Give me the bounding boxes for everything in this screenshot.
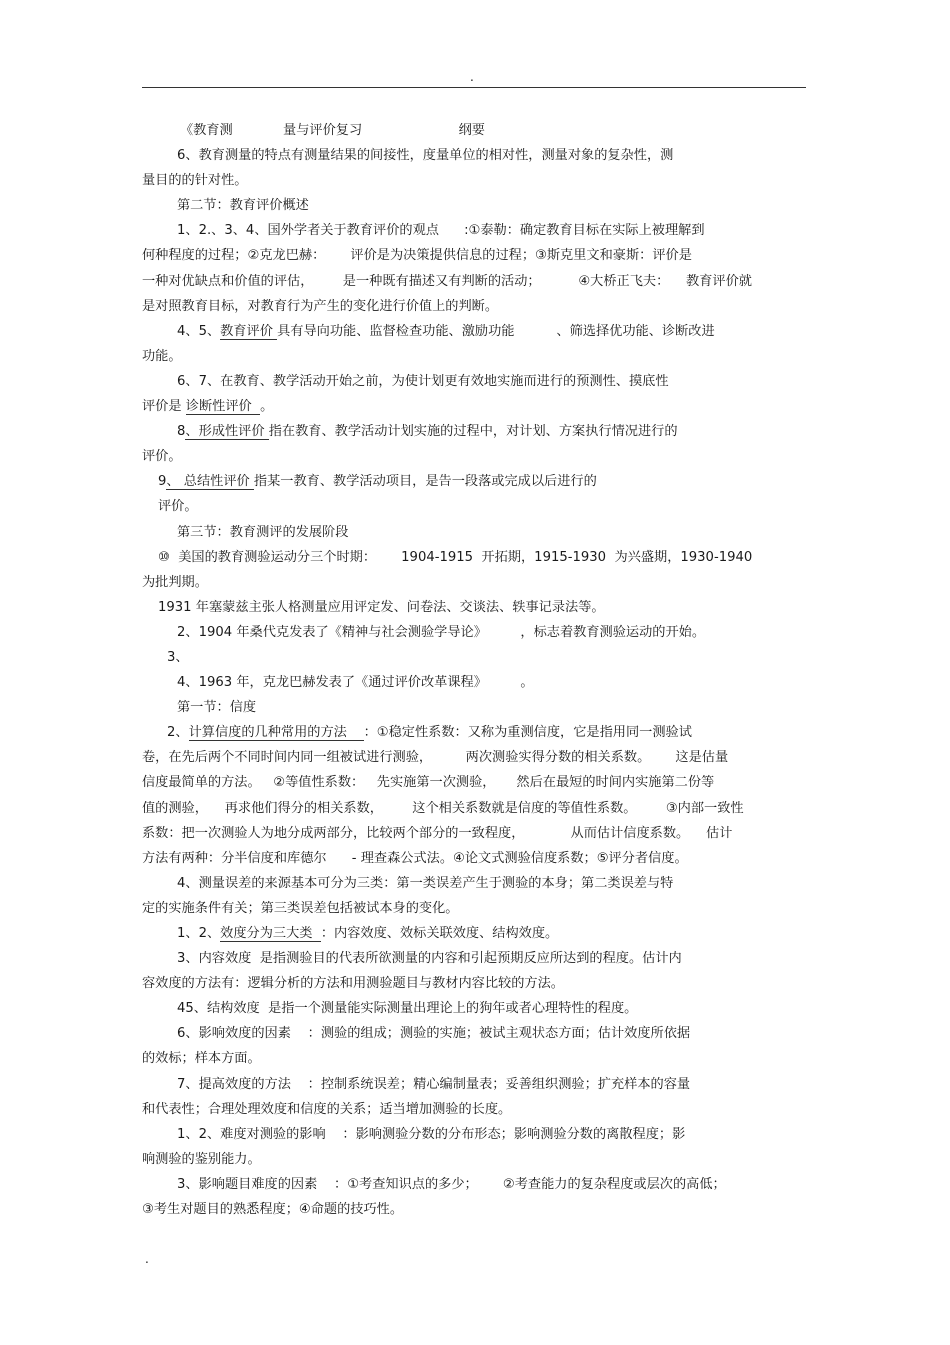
text-line — [142, 971, 807, 996]
text-line — [142, 670, 807, 695]
text-segment: 1、2.、3、4、国外学者关于教育评价的观点 :①泰勒：确定教育目标在实际上被理解到 — [177, 223, 705, 239]
text-segment: 是对照教育目标，对教育行为产生的变化进行价值上的判断。 — [142, 298, 499, 314]
text-segment: 为批判期。 — [142, 574, 208, 590]
underlined-term: 教育评价 — [220, 323, 278, 339]
text-line — [142, 218, 807, 243]
text-line — [142, 1097, 807, 1122]
underlined-term: 效度分为三大类 — [220, 926, 321, 941]
text-line — [142, 946, 807, 971]
text-segment: 评价。 — [158, 499, 198, 515]
text-segment: 方法有两种：分半信度和库德尔 - 理查森公式法。④论文式测验信度系数；⑤评分者信度。 — [142, 850, 688, 866]
header-rule — [142, 87, 806, 88]
text-segment: 7、提高效度的方法 ：控制系统误差；精心编制量表；妥善组织测验；扩充样本的容量 — [177, 1076, 691, 1092]
text-line — [142, 796, 807, 821]
text-line — [142, 1046, 807, 1071]
text-line — [142, 1122, 807, 1147]
text-segment: 卷，在先后两个不同时间内同一组被试进行测验， 两次测验实得分数的相关系数。 这是估量 — [142, 750, 729, 766]
document-body — [142, 118, 807, 1222]
text-segment: 1、2、 — [177, 926, 221, 941]
text-line — [142, 444, 807, 469]
text-line — [142, 921, 807, 946]
text-segment: 功能。 — [142, 348, 182, 364]
underlined-term: 计算信度的几种常用的方法 — [188, 725, 364, 741]
text-line — [142, 118, 807, 143]
text-segment: 第二节：教育评价概述 — [177, 198, 309, 214]
text-segment: 第三节：教育测评的发展阶段 — [177, 524, 349, 540]
text-segment: 1、2、难度对测验的影响 ：影响测验分数的分布形态；影响测验分数的离散程度；影 — [177, 1126, 686, 1142]
text-segment: 。 — [260, 399, 274, 415]
text-segment: 9 — [158, 474, 167, 490]
text-segment: 4、5、 — [177, 323, 221, 339]
text-segment: 45、结构效度 是指一个测量能实际测量出理论上的狗年或者心理特性的程度。 — [177, 1001, 638, 1017]
text-segment: 第一节：信度 — [177, 700, 257, 716]
header-mark: . — [470, 70, 474, 84]
text-segment: 一种对优缺点和价值的评估， 是一种既有描述又有判断的活动； ④大桥正飞夫： 教育评价就 — [142, 273, 752, 289]
text-segment: 响测验的鉴别能力。 — [142, 1151, 261, 1167]
text-line — [142, 520, 807, 545]
text-segment: 容效度的方法有：逻辑分析的方法和用测验题目与教材内容比较的方法。 — [142, 976, 564, 992]
text-line — [142, 770, 807, 795]
text-line — [142, 193, 807, 218]
text-segment: 6、7、在教育、教学活动开始之前，为使计划更有效地实施而进行的预测性、摸底性 — [177, 373, 669, 389]
text-segment: 定的实施条件有关；第三类误差包括被试本身的变化。 — [142, 900, 459, 916]
text-segment: 的效标；样本方面。 — [142, 1051, 261, 1067]
text-segment: 3、 — [167, 649, 189, 665]
text-line — [142, 720, 807, 745]
text-line — [142, 595, 807, 620]
text-segment: ：①稳定性系数：又称为重测信度，它是指用同一测验试 — [363, 725, 692, 741]
text-line — [142, 243, 807, 268]
text-line — [142, 494, 807, 519]
text-line — [142, 269, 807, 294]
text-line — [142, 821, 807, 846]
text-segment: 6、教育测量的特点有测量结果的间接性，度量单位的相对性，测量对象的复杂性，测 — [177, 148, 674, 164]
text-line — [142, 419, 807, 444]
text-line — [142, 570, 807, 595]
text-segment: ：内容效度、效标关联效度、结构效度。 — [320, 926, 559, 941]
text-segment: 3、影响题目难度的因素 ：①考查知识点的多少； ②考查能力的复杂程度或层次的高低； — [177, 1176, 726, 1192]
text-segment: 《教育测 量与评价复习 纲要 — [180, 123, 485, 138]
text-line — [142, 344, 807, 369]
text-line — [142, 143, 807, 168]
text-segment: 量目的的针对性。 — [142, 173, 248, 189]
text-segment: 信度最简单的方法。 ②等值性系数： 先实施第一次测验， 然后在最短的时间内实施第二份等 — [142, 775, 715, 791]
text-segment: 4、1963 年，克龙巴赫发表了《通过评价改革课程》 。 — [177, 675, 534, 691]
text-line — [142, 545, 807, 570]
text-line — [142, 996, 807, 1021]
text-segment: 系数：把一次测验人为地分成两部分，比较两个部分的一致程度， 从而估计信度系数。 估计 — [142, 825, 733, 841]
text-segment: 指在教育、教学活动计划实施的过程中，对计划、方案执行情况进行的 — [268, 424, 678, 440]
text-segment: 3、内容效度 是指测验目的代表所欲测量的内容和引起预期反应所达到的程度。估计内 — [177, 951, 682, 967]
text-line — [142, 1147, 807, 1172]
footer-mark: . — [145, 1252, 149, 1266]
text-line — [142, 1072, 807, 1097]
text-segment: 指某一教育、教学活动项目，是告一段落或完成以后进行的 — [253, 474, 597, 490]
text-segment: 2、1904 年桑代克发表了《精神与社会测验学导论》 ，标志着教育测验运动的开始。 — [177, 624, 706, 640]
text-segment: 评价是 — [142, 399, 186, 415]
text-line — [142, 1021, 807, 1046]
text-segment: 具有导向功能、监督检查功能、激励功能 、筛选择优功能、诊断改进 — [277, 323, 715, 339]
text-segment: 6、影响效度的因素 ：测验的组成；测验的实施；被试主观状态方面；估计效度所依据 — [177, 1026, 691, 1042]
text-segment: ③考生对题目的熟悉程度；④命题的技巧性。 — [142, 1202, 404, 1218]
text-segment: 1931 年塞蒙兹主张人格测量应用评定发、问卷法、交谈法、轶事记录法等。 — [158, 599, 605, 615]
text-line — [142, 394, 807, 419]
text-segment: 何种程度的过程；②克龙巴赫： 评价是为决策提供信息的过程；③斯克里文和豪斯：评价是 — [142, 248, 692, 264]
text-segment: 值的测验， 再求他们得分的相关系数， 这个相关系数就是信度的等值性系数。 ③内部一致性 — [142, 800, 744, 816]
text-line — [142, 896, 807, 921]
underlined-term: 、 总结性评价 — [166, 474, 254, 490]
text-line — [142, 1172, 807, 1197]
text-line — [142, 369, 807, 394]
text-line — [142, 695, 807, 720]
text-line — [142, 645, 807, 670]
text-line — [142, 469, 807, 494]
underlined-term: 、形成性评价 — [185, 424, 269, 440]
text-segment: 2、 — [167, 725, 189, 741]
underlined-term: 诊断性评价 — [185, 399, 261, 415]
text-line — [142, 319, 807, 344]
text-line — [142, 871, 807, 896]
text-segment: 和代表性；合理处理效度和信度的关系；适当增加测验的长度。 — [142, 1101, 512, 1117]
text-segment: 4、测量误差的来源基本可分为三类：第一类误差产生于测验的本身；第二类误差与特 — [177, 875, 674, 891]
text-line — [142, 1197, 807, 1222]
text-segment: 8 — [177, 424, 186, 440]
text-line — [142, 620, 807, 645]
text-line — [142, 745, 807, 770]
text-segment: 评价。 — [142, 449, 182, 465]
text-line — [142, 294, 807, 319]
text-line — [142, 168, 807, 193]
text-segment: ⑩ 美国的教育测验运动分三个时期： 1904-1915 开拓期，1915-1930 为兴盛期，1930-1940 — [158, 549, 753, 565]
text-line — [142, 846, 807, 871]
